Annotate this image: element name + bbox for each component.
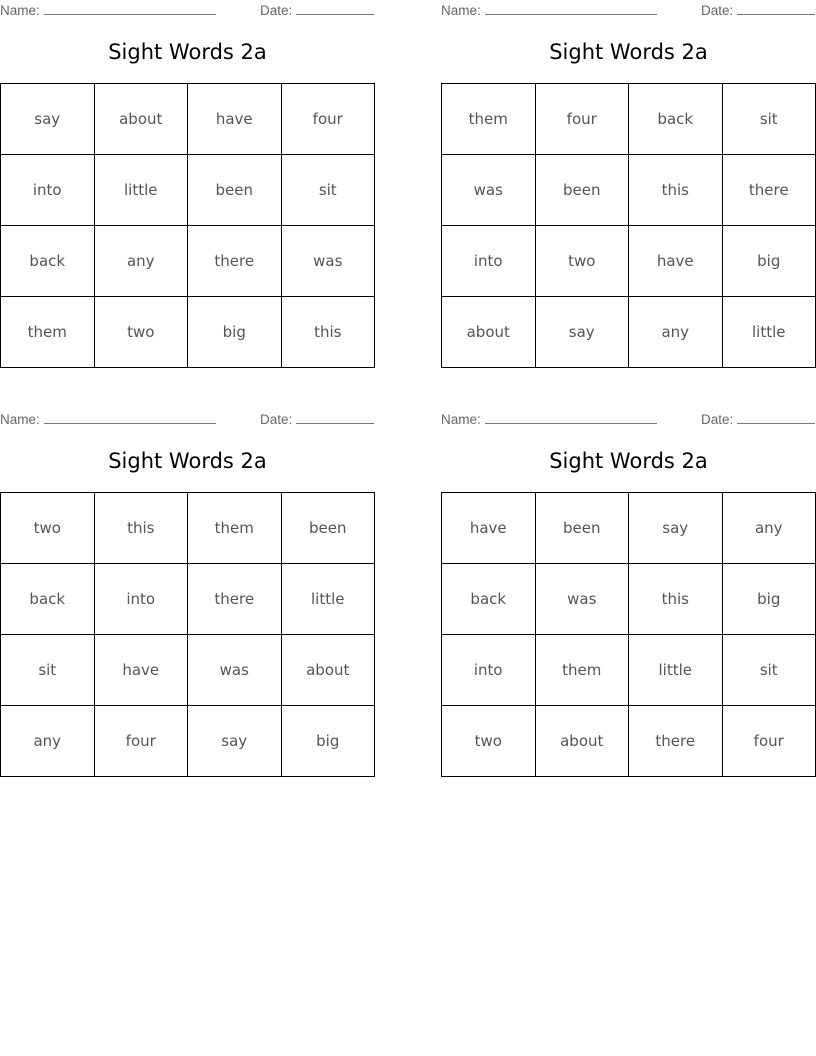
- word-cell: was: [281, 226, 375, 297]
- grid-row: [1, 635, 375, 706]
- word-cell: have: [188, 84, 282, 155]
- date-label: Date:: [260, 412, 293, 427]
- card-title: Sight Words 2a: [549, 40, 708, 64]
- word-cell: been: [535, 155, 629, 226]
- word-cell: was: [188, 635, 282, 706]
- bingo-card: [0, 0, 375, 364]
- word-cell: four: [535, 84, 629, 155]
- word-cell: say: [629, 493, 723, 564]
- name-field[interactable]: [441, 2, 657, 18]
- grid-row: [442, 493, 816, 564]
- word-cell: big: [281, 706, 375, 777]
- word-cell: big: [188, 297, 282, 368]
- date-label: Date:: [701, 412, 734, 427]
- name-label: Name:: [0, 3, 40, 18]
- grid-row: [442, 84, 816, 155]
- name-line: [485, 411, 657, 424]
- word-cell: back: [442, 564, 536, 635]
- word-cell: little: [722, 297, 816, 368]
- word-cell: sit: [722, 635, 816, 706]
- word-cell: this: [281, 297, 375, 368]
- date-line: [296, 411, 374, 424]
- name-line: [44, 411, 216, 424]
- word-cell: been: [535, 493, 629, 564]
- date-field[interactable]: [701, 411, 815, 427]
- word-cell: two: [442, 706, 536, 777]
- word-cell: this: [629, 155, 723, 226]
- word-cell: them: [1, 297, 95, 368]
- name-label: Name:: [0, 412, 40, 427]
- word-cell: about: [535, 706, 629, 777]
- card-title: Sight Words 2a: [108, 449, 267, 473]
- grid-row: [442, 635, 816, 706]
- date-line: [737, 411, 815, 424]
- word-cell: sit: [281, 155, 375, 226]
- word-cell: was: [535, 564, 629, 635]
- date-field[interactable]: [260, 411, 374, 427]
- word-grid: [0, 492, 375, 777]
- word-cell: say: [188, 706, 282, 777]
- word-cell: two: [1, 493, 95, 564]
- word-cell: there: [629, 706, 723, 777]
- name-field[interactable]: [441, 411, 657, 427]
- word-cell: any: [722, 493, 816, 564]
- word-cell: been: [281, 493, 375, 564]
- bingo-card: [441, 0, 816, 364]
- card-title: Sight Words 2a: [108, 40, 267, 64]
- word-cell: have: [94, 635, 188, 706]
- name-date-header: [0, 411, 375, 429]
- date-line: [737, 2, 815, 15]
- date-line: [296, 2, 374, 15]
- grid-row: [442, 226, 816, 297]
- grid-row: [442, 706, 816, 777]
- word-cell: them: [188, 493, 282, 564]
- word-cell: about: [442, 297, 536, 368]
- grid-row: [1, 226, 375, 297]
- bingo-card: [0, 409, 375, 773]
- date-label: Date:: [701, 3, 734, 18]
- card-title: Sight Words 2a: [549, 449, 708, 473]
- word-cell: been: [188, 155, 282, 226]
- grid-row: [442, 297, 816, 368]
- word-cell: back: [629, 84, 723, 155]
- word-cell: four: [94, 706, 188, 777]
- name-date-header: [0, 2, 375, 20]
- word-cell: say: [535, 297, 629, 368]
- word-cell: little: [281, 564, 375, 635]
- grid-row: [442, 155, 816, 226]
- word-cell: four: [722, 706, 816, 777]
- word-cell: there: [188, 226, 282, 297]
- grid-row: [1, 493, 375, 564]
- word-cell: them: [535, 635, 629, 706]
- name-label: Name:: [441, 3, 481, 18]
- word-cell: any: [94, 226, 188, 297]
- word-cell: back: [1, 564, 95, 635]
- date-field[interactable]: [701, 2, 815, 18]
- name-field[interactable]: [0, 2, 216, 18]
- word-cell: sit: [1, 635, 95, 706]
- grid-row: [1, 155, 375, 226]
- word-cell: any: [629, 297, 723, 368]
- word-cell: them: [442, 84, 536, 155]
- grid-row: [1, 84, 375, 155]
- word-cell: big: [722, 564, 816, 635]
- word-cell: little: [629, 635, 723, 706]
- word-cell: any: [1, 706, 95, 777]
- word-cell: have: [629, 226, 723, 297]
- name-line: [44, 2, 216, 15]
- word-cell: two: [535, 226, 629, 297]
- word-cell: into: [94, 564, 188, 635]
- name-field[interactable]: [0, 411, 216, 427]
- date-label: Date:: [260, 3, 293, 18]
- word-grid: [441, 492, 816, 777]
- word-cell: about: [94, 84, 188, 155]
- word-cell: this: [629, 564, 723, 635]
- word-cell: into: [442, 226, 536, 297]
- word-cell: back: [1, 226, 95, 297]
- date-field[interactable]: [260, 2, 374, 18]
- word-cell: two: [94, 297, 188, 368]
- name-date-header: [441, 2, 816, 20]
- word-cell: about: [281, 635, 375, 706]
- word-cell: say: [1, 84, 95, 155]
- word-cell: into: [442, 635, 536, 706]
- name-line: [485, 2, 657, 15]
- word-cell: was: [442, 155, 536, 226]
- word-cell: have: [442, 493, 536, 564]
- word-cell: this: [94, 493, 188, 564]
- grid-row: [1, 564, 375, 635]
- name-label: Name:: [441, 412, 481, 427]
- name-date-header: [441, 411, 816, 429]
- word-grid: [441, 83, 816, 368]
- bingo-card: [441, 409, 816, 773]
- grid-row: [1, 706, 375, 777]
- word-cell: sit: [722, 84, 816, 155]
- word-cell: little: [94, 155, 188, 226]
- word-cell: into: [1, 155, 95, 226]
- word-cell: big: [722, 226, 816, 297]
- grid-row: [1, 297, 375, 368]
- word-cell: there: [188, 564, 282, 635]
- word-grid: [0, 83, 375, 368]
- word-cell: there: [722, 155, 816, 226]
- grid-row: [442, 564, 816, 635]
- word-cell: four: [281, 84, 375, 155]
